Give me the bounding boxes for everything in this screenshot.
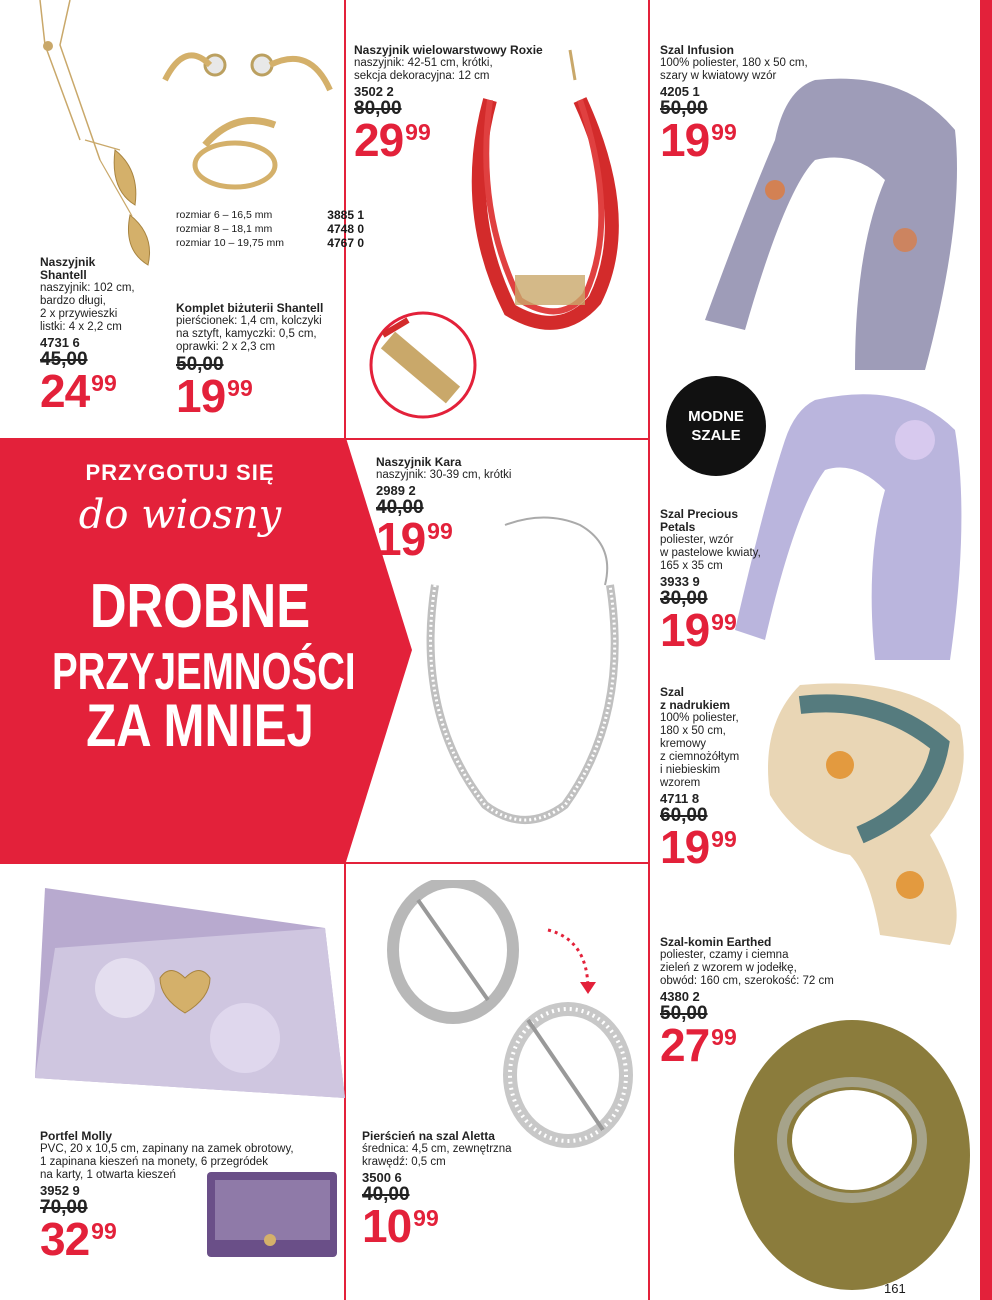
size-row (176, 208, 364, 222)
product-name: Szal Precious Petals (660, 507, 739, 534)
badge-line-1: MODNE (688, 408, 744, 425)
product-name: Naszyjnik wielowarstwowy Roxie (354, 43, 543, 57)
product-description: naszyjnik: 42-51 cm, krótki, sekcja dekoracyjna: 12 cm (354, 57, 493, 82)
size-label: rozmiar 10 – 19,75 mm (176, 237, 284, 249)
product-description: naszyjnik: 102 cm, bardzo długi, 2 x przywieszki listki: 4 x 2,2 cm (40, 282, 135, 333)
old-price: 50,00 (660, 98, 708, 119)
product-code: 3933 9 (660, 574, 700, 589)
wallet-molly-image (25, 888, 355, 1123)
price-main: 32 (40, 1213, 90, 1265)
old-price: 30,00 (660, 588, 708, 609)
product-description: 100% poliester, 180 x 50 cm, szary w kwiatowy wzór (660, 57, 808, 82)
old-price: 40,00 (376, 497, 424, 518)
old-price: 45,00 (40, 349, 88, 370)
price-main: 19 (660, 604, 710, 656)
price-main: 19 (660, 114, 710, 166)
product-name: Portfel Molly (40, 1129, 113, 1143)
size-label: rozmiar 8 – 18,1 mm (176, 223, 273, 235)
price-main: 29 (354, 114, 404, 166)
product-code: 4711 8 (660, 791, 700, 806)
banner-line-1: PRZYGOTUJ SIĘ (85, 460, 275, 485)
badge-line-2: SZALE (691, 427, 741, 444)
price-cents: 99 (711, 609, 737, 635)
price (376, 513, 556, 565)
old-price: 60,00 (660, 805, 708, 826)
product-description: PVC, 20 x 10,5 cm, zapinany na zamek obrotowy, 1 zapinana kieszeń na monety, 6 przegródek na karty, 1 otwarta kieszeń (40, 1143, 294, 1181)
product-code: 3952 9 (40, 1183, 80, 1198)
old-price: 70,00 (40, 1197, 88, 1218)
scarf-ring-image (378, 880, 648, 1160)
price (40, 365, 170, 417)
product-code: 4205 1 (660, 84, 700, 99)
ring-sizes (176, 208, 364, 250)
price-main: 19 (376, 513, 426, 565)
product-name: Naszyjnik Shantell (40, 255, 96, 282)
size-code: 4748 0 (327, 222, 364, 236)
price (176, 370, 341, 422)
product-code: 4731 6 (40, 335, 80, 350)
product-description: pierścionek: 1,4 cm, kolczyki na sztyft, kamyczki: 0,5 cm, oprawki: 2 x 2,3 cm (176, 315, 322, 353)
price-cents: 99 (711, 1024, 737, 1050)
price-cents: 99 (711, 119, 737, 145)
right-border (980, 0, 992, 1300)
price-main: 24 (40, 365, 90, 417)
product-code: 4380 2 (660, 989, 700, 1004)
banner-line-2: do wiosny (78, 492, 282, 538)
product-name: Komplet biżuterii Shantell (176, 301, 324, 315)
price-main: 19 (660, 821, 710, 873)
price-cents: 99 (91, 1218, 117, 1244)
product-szal-nadruk (660, 685, 760, 873)
price-cents: 99 (91, 370, 117, 396)
product-szal-earthed (660, 935, 870, 1071)
product-name: Szal-komin Earthed (660, 935, 772, 949)
product-naszyjnik-roxie (354, 43, 554, 166)
price-main: 10 (362, 1200, 412, 1252)
price (660, 821, 760, 873)
product-portfel-molly (40, 1129, 340, 1265)
price-cents: 99 (227, 375, 253, 401)
product-szal-precious (660, 507, 780, 656)
price (660, 604, 780, 656)
old-price: 40,00 (362, 1184, 410, 1205)
price (40, 1213, 340, 1265)
product-description: średnica: 4,5 cm, zewnętrzna krawędź: 0,5 cm (362, 1143, 512, 1168)
banner-line-4: PRZYJEMNOŚCI (52, 643, 356, 701)
product-naszyjnik-kara (376, 455, 556, 565)
trend-badge (666, 376, 766, 476)
price (660, 114, 820, 166)
product-code: 3500 6 (362, 1170, 402, 1185)
size-row (176, 236, 364, 250)
size-row (176, 222, 364, 236)
price (362, 1200, 542, 1252)
size-code: 4767 0 (327, 236, 364, 250)
page-number: 161 (884, 1281, 906, 1296)
price-main: 19 (176, 370, 226, 422)
necklace-detail-image (368, 310, 478, 420)
product-komplet-shantell (176, 301, 341, 422)
size-code: 3885 1 (327, 208, 364, 222)
scarf-printed-image (760, 675, 975, 945)
size-label: rozmiar 6 – 16,5 mm (176, 209, 273, 221)
price (660, 1019, 870, 1071)
price-cents: 99 (413, 1205, 439, 1231)
necklace-kara-image (405, 515, 645, 835)
product-name: Szal z nadrukiem (660, 685, 731, 712)
product-name: Pierścień na szal Aletta (362, 1129, 495, 1143)
product-pierscien-aletta (362, 1129, 542, 1252)
product-naszyjnik-shantell (40, 255, 170, 417)
necklace-shantell-image (20, 0, 170, 270)
product-name: Naszyjnik Kara (376, 455, 462, 469)
product-description: naszyjnik: 30-39 cm, krótki (376, 469, 512, 481)
old-price: 50,00 (660, 1003, 708, 1024)
old-price: 80,00 (354, 98, 402, 119)
product-description: poliester, czamy i ciemna zieleń z wzorem w jodełkę, obwód: 160 cm, szerokość: 72 cm (660, 949, 834, 987)
old-price: 50,00 (176, 354, 224, 375)
product-description: 100% poliester, 180 x 50 cm, kremowy z ciemnożółtym i niebieskim wzorem (660, 712, 740, 789)
banner-line-5: ZA MNIEJ (86, 692, 314, 759)
price-main: 27 (660, 1019, 710, 1071)
price-cents: 99 (405, 119, 431, 145)
banner-line-3: DROBNE (89, 572, 311, 641)
product-code: 3502 2 (354, 84, 394, 99)
product-szal-infusion (660, 43, 820, 166)
price-cents: 99 (711, 826, 737, 852)
product-code: 2989 2 (376, 483, 416, 498)
earrings-ring-image (150, 35, 340, 205)
price-cents: 99 (427, 518, 453, 544)
price (354, 114, 554, 166)
product-description: poliester, wzór w pastelowe kwiaty, 165 x 35 cm (660, 534, 761, 572)
product-name: Szal Infusion (660, 43, 735, 57)
divider (648, 0, 650, 1300)
divider (0, 862, 650, 864)
